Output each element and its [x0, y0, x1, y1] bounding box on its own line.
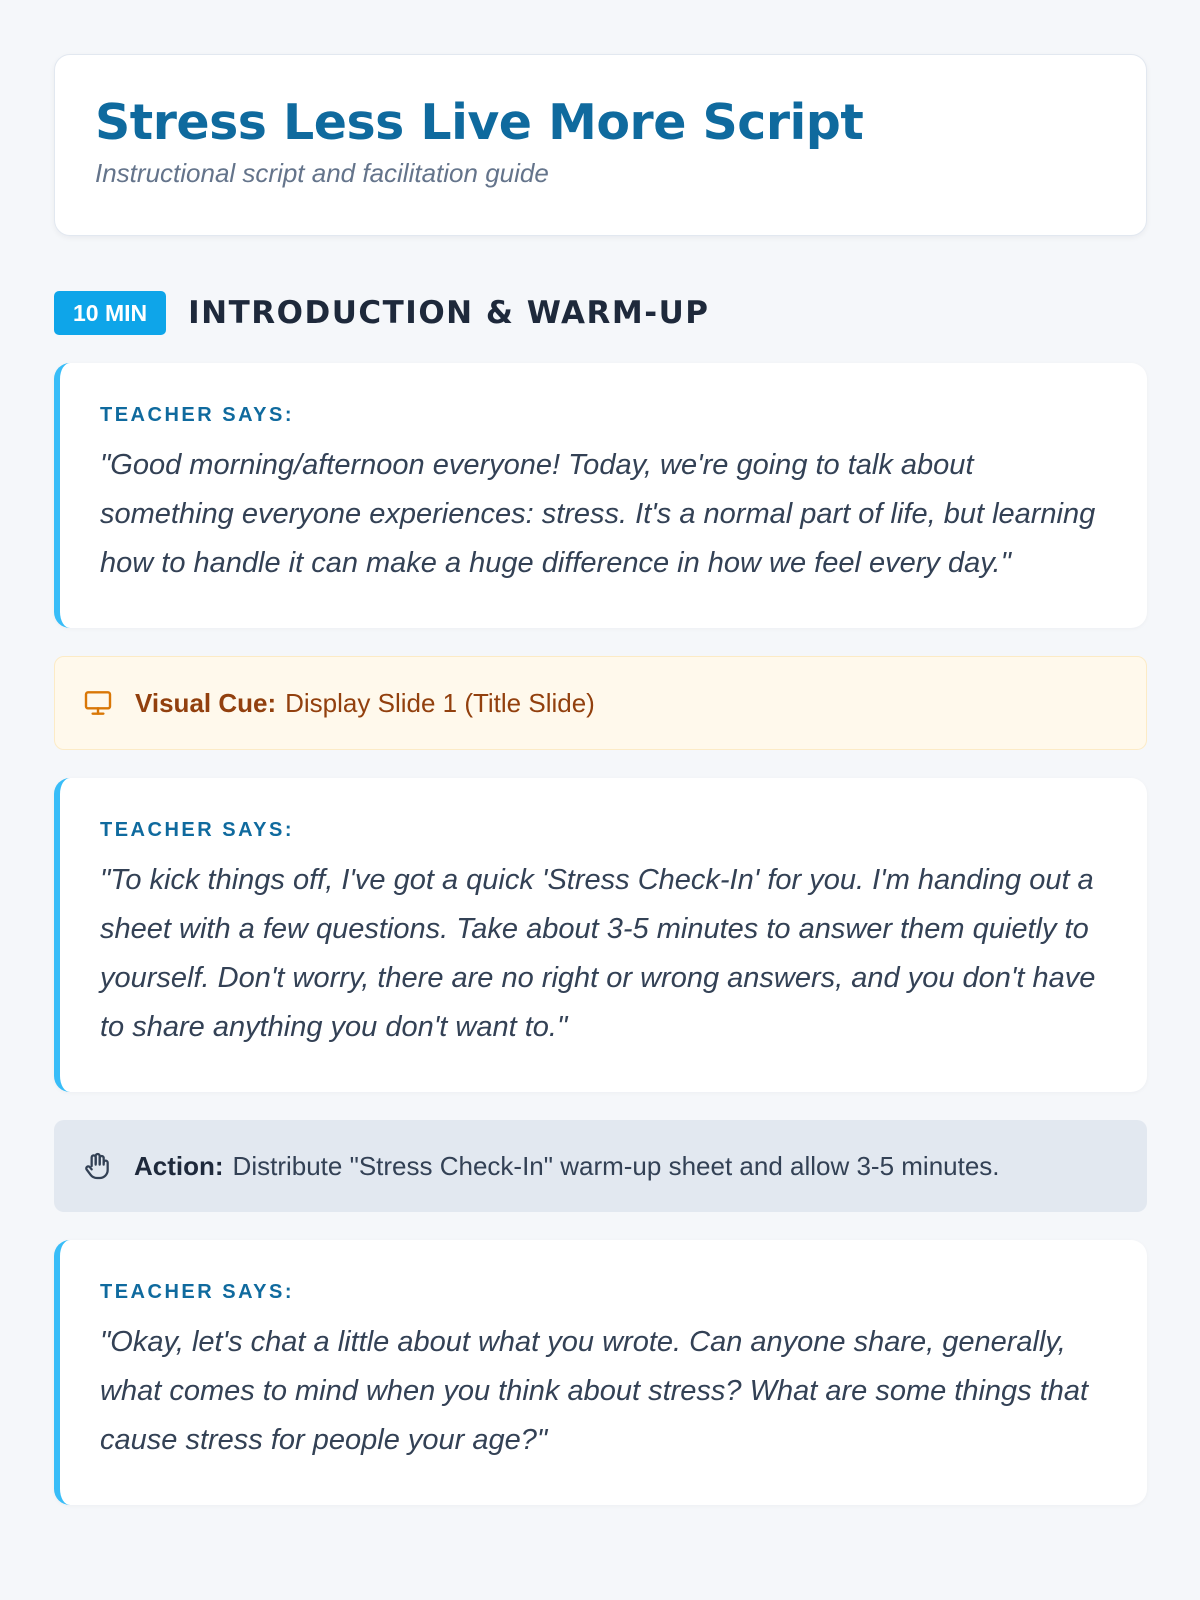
teacher-says-card: [54, 778, 1147, 1092]
teacher-says-label: TEACHER SAYS:: [100, 1281, 295, 1303]
teacher-says-label: TEACHER SAYS:: [100, 819, 295, 841]
teacher-says-label: TEACHER SAYS:: [100, 404, 295, 426]
section-title: INTRODUCTION & WARM-UP: [188, 295, 710, 331]
action-label: Action:: [134, 1150, 224, 1181]
monitor-icon: [81, 686, 115, 720]
teacher-says-text: "Good morning/afternoon everyone! Today, we're going to talk about something everyone experiences: stress. It's a normal part of life, but learning how to handle it can make a huge difference in how we feel every day.": [100, 449, 1096, 579]
teacher-says-card: [54, 363, 1147, 628]
hand-icon: [80, 1149, 114, 1183]
teacher-says-text: "Okay, let's chat a little about what you wrote. Can anyone share, generally, what comes to mind when you think about stress? What are some things that cause stress for people your age?": [100, 1326, 1089, 1456]
visual-cue-box: [54, 656, 1147, 750]
page-subtitle: Instructional script and facilitation guide: [95, 158, 549, 188]
teacher-says-card: [54, 1240, 1147, 1505]
action-box: [54, 1120, 1147, 1212]
header-card: [54, 54, 1147, 236]
page-title: Stress Less Live More Script: [95, 94, 864, 151]
visual-cue-text: Display Slide 1 (Title Slide): [285, 687, 595, 718]
section-header: [54, 291, 1146, 335]
visual-cue-label: Visual Cue:: [135, 687, 277, 718]
teacher-says-text: "To kick things off, I've got a quick 'Stress Check-In' for you. I'm handing out a sheet with a few questions. Take about 3-5 minutes to answer them quietly to yourself. Don't worry, there are no right or wrong answers, and you don't have to share anything you don't want to.": [100, 864, 1096, 1043]
duration-badge: 10 MIN: [54, 291, 166, 335]
action-text: Distribute "Stress Check-In" warm-up sheet and allow 3-5 minutes.: [232, 1150, 1000, 1181]
